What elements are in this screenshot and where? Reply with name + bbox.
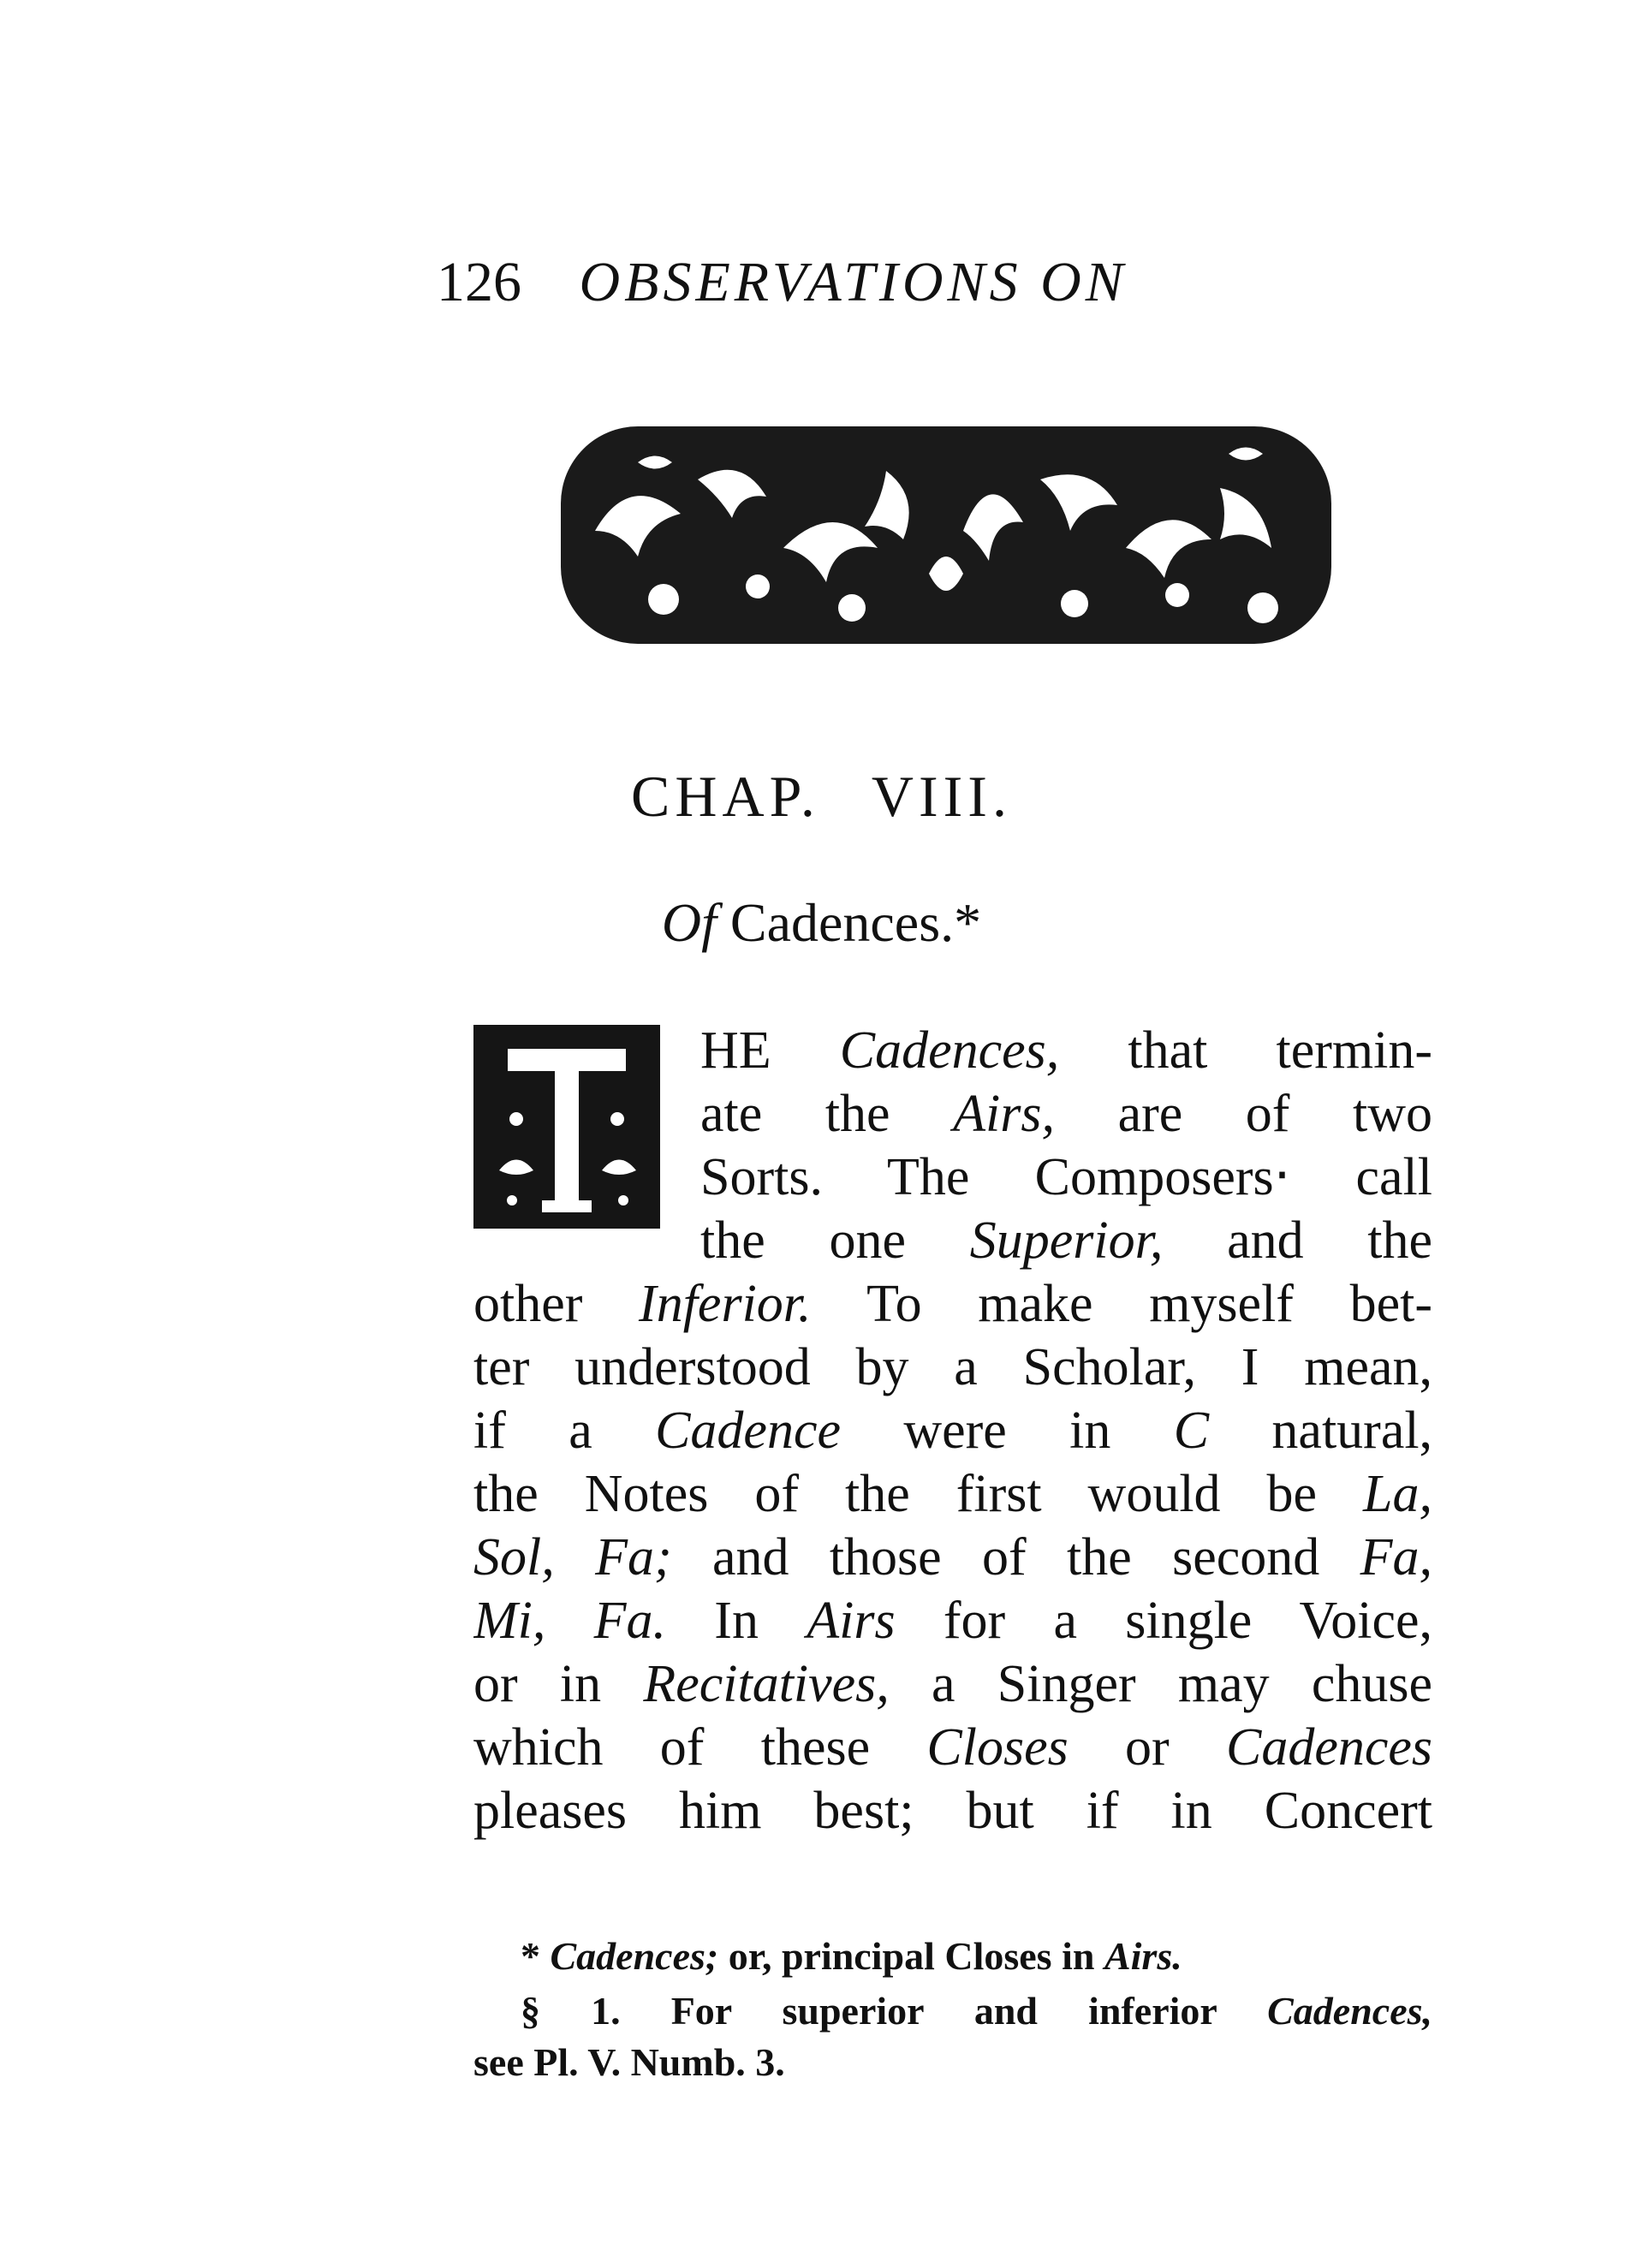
text-line: ate the Airs, are of two	[700, 1085, 1432, 1143]
decorated-initial-t-icon	[473, 1025, 660, 1229]
text-line: or in Recitatives, a Singer may chuse	[473, 1655, 1432, 1713]
page-number: 126	[437, 251, 521, 313]
text-line: HE Cadences, that termin-	[700, 1021, 1432, 1080]
footnote-star: * Cadences; or, principal Closes in Airs.	[521, 1934, 1182, 1978]
text-line: Sorts. The Composers‧ call	[700, 1148, 1432, 1206]
text-line: which of these Closes or Cadences	[473, 1718, 1432, 1777]
text-line: pleases him best; but if in Concert	[473, 1782, 1432, 1840]
text-line: if a Cadence were in C natural,	[473, 1402, 1432, 1460]
chapter-number: VIII.	[871, 764, 1012, 829]
text-line: other Inferior. To make myself bet-	[473, 1275, 1432, 1333]
text-line: the one Superior, and the	[700, 1211, 1432, 1270]
ornamental-foliage-headpiece-icon	[561, 402, 1331, 668]
running-head	[437, 240, 1293, 325]
text-line: the Notes of the first would be La,	[473, 1465, 1432, 1523]
chapter-heading	[0, 753, 1643, 839]
text-line: Mi, Fa. In Airs for a single Voice,	[473, 1592, 1432, 1650]
subtitle-of: Of	[661, 892, 717, 953]
footnote-section: § 1. For superior and inferior Cadences,	[521, 1989, 1433, 2033]
chapter-subtitle	[0, 880, 1643, 966]
subtitle-cadences: Cadences.*	[729, 892, 982, 953]
ornamental-headpiece	[561, 402, 1331, 668]
text-line: Sol, Fa; and those of the second Fa,	[473, 1528, 1432, 1586]
text-line: ter understood by a Scholar, I mean,	[473, 1338, 1432, 1396]
footnote-continuation: see Pl. V. Numb. 3.	[473, 2040, 785, 2084]
drop-cap	[473, 1025, 660, 1229]
chapter-label: CHAP.	[631, 764, 820, 829]
running-title: OBSERVATIONS ON	[579, 251, 1128, 313]
